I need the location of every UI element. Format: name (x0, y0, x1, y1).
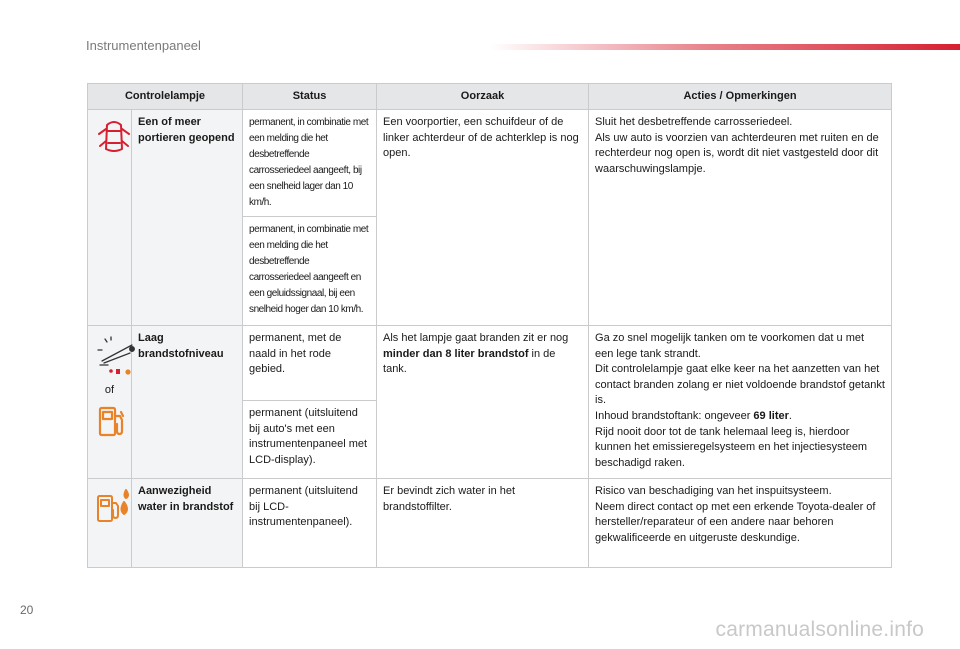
action-text: Als uw auto is voorzien van achterdeuren met ruiten en de rechterdeur nog open is, wordt dit niet vastgesteld door dit waarschuwingslampje. (595, 131, 879, 175)
cause-text: in de tank. (383, 347, 556, 376)
column-header-status: Status (243, 84, 377, 110)
cause-text: Als het lampje gaat branden zit er nog (383, 332, 569, 344)
status-cell: permanent (uitsluitend bij LCD-instrumentenpaneel). (243, 479, 377, 568)
table-row (88, 326, 892, 401)
column-header-controlelampje: Controlelampje (88, 84, 243, 110)
actions-cell (589, 479, 892, 568)
action-text: Rijd nooit door tot de tank helemaal leeg is, hierdoor kunnen het emissieregelsysteem en het injectiesysteem beschadigd raken. (595, 425, 868, 469)
action-text-part: . (788, 410, 792, 423)
cause-emphasis: minder dan 8 liter brandstof (383, 347, 529, 360)
status-cell: permanent, in combinatie met een melding die het desbetreffende carrosseriedeel aangeeft, bij een snelheid lager dan 10 km/h. (243, 110, 377, 217)
indicator-name-fuel: Laag brandstofniveau (132, 326, 243, 479)
header-accent-bar (490, 44, 960, 50)
warning-lights-table (87, 83, 892, 568)
status-cell: permanent (uitsluitend bij auto's met een instrumentenpaneel met LCD-display). (243, 401, 377, 479)
indicator-icon-cell (88, 326, 132, 479)
action-text: Sluit het desbetreffende carrosseriedeel. (595, 116, 793, 128)
indicator-name-water: Aanwezigheid water in brandstof (132, 479, 243, 568)
action-emphasis: 69 liter (753, 410, 789, 423)
cause-cell: Een voorportier, een schuifdeur of de linker achterdeur of de achterklep is nog open. (377, 110, 589, 326)
or-label: of (104, 384, 115, 396)
watermark: carmanualsonline.info (715, 618, 924, 641)
action-text-part: Inhoud brandstoftank: ongeveer (595, 410, 754, 423)
fuel-pump-icon (94, 402, 130, 442)
status-cell: permanent, in combinatie met een melding die het desbetreffende carrosseriedeel aangeeft en een geluidssignaal, bij een snelheid hoger dan 10 km/h. (243, 217, 377, 326)
action-text (595, 409, 885, 425)
column-header-oorzaak: Oorzaak (377, 84, 589, 110)
table-header-row (88, 84, 892, 110)
table-row (88, 479, 892, 568)
cause-cell: Er bevindt zich water in het brandstoffilter. (377, 479, 589, 568)
cause-cell (377, 326, 589, 479)
action-text: Neem direct contact op met een erkende Toyota-dealer of hersteller/reparateur of een andere naar behoren gekwalificeerde en uitgeruste deskundige. (595, 500, 876, 544)
actions-cell (589, 110, 892, 326)
indicator-icon-cell (88, 110, 132, 326)
actions-cell (589, 326, 892, 479)
table-row (88, 110, 892, 217)
action-text: Risico van beschadiging van het inspuitsysteem. (595, 485, 832, 497)
door-open-warning-icon (94, 115, 134, 159)
water-in-fuel-icon (94, 484, 134, 526)
indicator-name-doors: Een of meer portieren geopend (132, 110, 243, 326)
column-header-acties: Acties / Opmerkingen (589, 84, 892, 110)
page-section-title: Instrumentenpaneel (86, 38, 201, 53)
page-number: 20 (20, 603, 34, 617)
action-text: Ga zo snel mogelijk tanken om te voorkomen dat u met een lege tank strandt. (595, 332, 865, 360)
action-text: Dit controlelampje gaat elke keer na het aanzetten van het contact branden zolang er niet voldoende brandstof getankt is. (595, 363, 885, 407)
indicator-icon-cell (88, 479, 132, 568)
status-cell: permanent, met de naald in het rode gebied. (243, 326, 377, 401)
